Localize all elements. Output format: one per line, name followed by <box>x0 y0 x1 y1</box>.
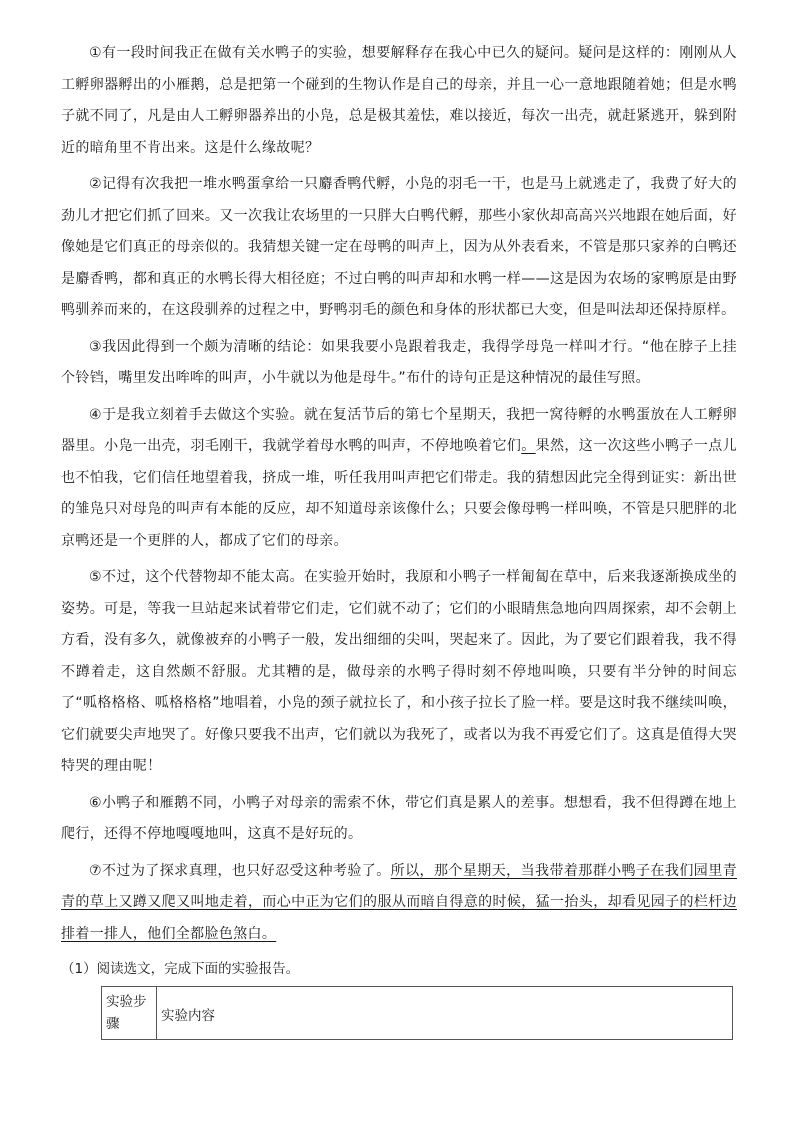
paragraph-2 <box>61 169 737 327</box>
text-segment: ③我因此得到一个颇为清晰的结论：如果我要小凫跟着我走，我得学母凫一样叫才行。“他在脖子上挂个铃铛，嘴里发出哞哞的叫声，小牛就以为他是母牛。”布什的诗句正是这种情况的最佳写照。 <box>61 338 737 386</box>
experiment-report-table <box>101 986 733 1040</box>
text-segment: ⑥小鸭子和雁鹅不同，小鸭子对母亲的需索不休，带它们真是累人的差事。想想看，我不但得蹲在地上爬行，还得不停地嘎嘎地叫，这真不是好玩的。 <box>61 794 737 842</box>
paragraph-4 <box>61 400 737 558</box>
table-header-step: 实验步骤 <box>102 987 157 1040</box>
underlined-text: 。 <box>521 438 536 454</box>
text-segment: ④于是我立刻着手去做这个实验。就在复活节后的第七个星期天，我把一窝待孵的水鸭蛋放在人工孵卵器里。小凫一出壳，羽毛刚干，我就学着母水鸭的叫声，不停地唤着它们 <box>61 406 737 454</box>
text-segment: ①有一段时间我正在做有关水鸭子的实验，想要解释存在我心中已久的疑问。疑问是这样的：刚刚从人工孵卵器孵出的小雁鹅，总是把第一个碰到的生物认作是自己的母亲，并且一心一意地跟随着她；但是水鸭子就不同了，凡是由人工孵卵器养出的小凫，总是极其羞怯，难以接近，每次一出壳，就赶紧逃开，躲到附近的暗角里不肯出来。这是什么缘故呢？ <box>61 45 737 156</box>
table-row <box>102 987 733 1040</box>
paragraph-6 <box>61 788 737 851</box>
question-number: （1） <box>61 961 97 977</box>
paragraph-7 <box>61 856 737 951</box>
paragraph-list <box>61 38 737 950</box>
table-header-content: 实验内容 <box>157 987 733 1040</box>
question-1 <box>61 958 737 980</box>
article-body <box>61 38 737 1040</box>
text-segment: ⑦不过为了探求真理，也只好忍受这种考验了。 <box>89 862 391 879</box>
paragraph-1 <box>61 38 737 164</box>
text-segment: ⑤不过，这个代替物却不能太高。在实验开始时，我原和小鸭子一样匍匐在草中，后来我逐渐换成坐的姿势。可是，等我一旦站起来试着带它们走，它们就不动了；它们的小眼睛焦急地向四周探索，却不会朝上方看，没有多久，就像被弃的小鸭子一般，发出细细的尖叫，哭起来了。因此，为了要它们跟着我，我不得不蹲着走，这自然颇不舒服。尤其糟的是，做母亲的水鸭子得时刻不停地叫唤，只要有半分钟的时间忘了“呱格格格、呱格格格”地唱着，小凫的颈子就拉长了，和小孩子拉长了脸一样。要是这时我不继续叫唤，它们就要尖声地哭了。好像只要我不出声，它们就以为我死了，或者以为我不再爱它们了。这真是值得大哭特哭的理由呢！ <box>61 569 737 774</box>
text-segment: 果然，这一次这些小鸭子一点儿也不怕我，它们信任地望着我，挤成一堆，听任我用叫声把它们带走。我的猜想因此完全得到证实：新出世的雏凫只对母凫的叫声有本能的反应，却不知道母亲该像什么；只要会像母鸭一样叫唤，不管是只肥胖的北京鸭还是一个更胖的人，都成了它们的母亲。 <box>61 438 737 549</box>
text-segment: ②记得有次我把一堆水鸭蛋拿给一只麝香鸭代孵，小凫的羽毛一干，也是马上就逃走了，我费了好大的劲儿才把它们抓了回来。又一次我让农场里的一只胖大白鸭代孵，那些小家伙却高高兴兴地跟在她后面，好像她是它们真正的母亲似的。我猜想关键一定在母鸭的叫声上，因为从外表看来，不管是那只家养的白鸭还是麝香鸭，都和真正的水鸭长得大相径庭；不过白鸭的叫声却和水鸭一样——这是因为农场的家鸭原是由野鸭驯养而来的，在这段驯养的过程之中，野鸭羽毛的颜色和身体的形状都已大变，但是叫法却还保持原样。 <box>61 176 737 318</box>
question-text: 阅读选文，完成下面的实验报告。 <box>96 961 300 977</box>
paragraph-3 <box>61 332 737 395</box>
paragraph-5 <box>61 562 737 783</box>
underlined-text: 所以，那个星期天，当我带着那群小鸭子在我们园里青青的草上又蹲又爬又叫地走着，而心中正为它们的服从而暗自得意的时候，猛一抬头，却看见园子的栏杆边排着一排人，他们全都脸色煞白。 <box>61 862 737 942</box>
